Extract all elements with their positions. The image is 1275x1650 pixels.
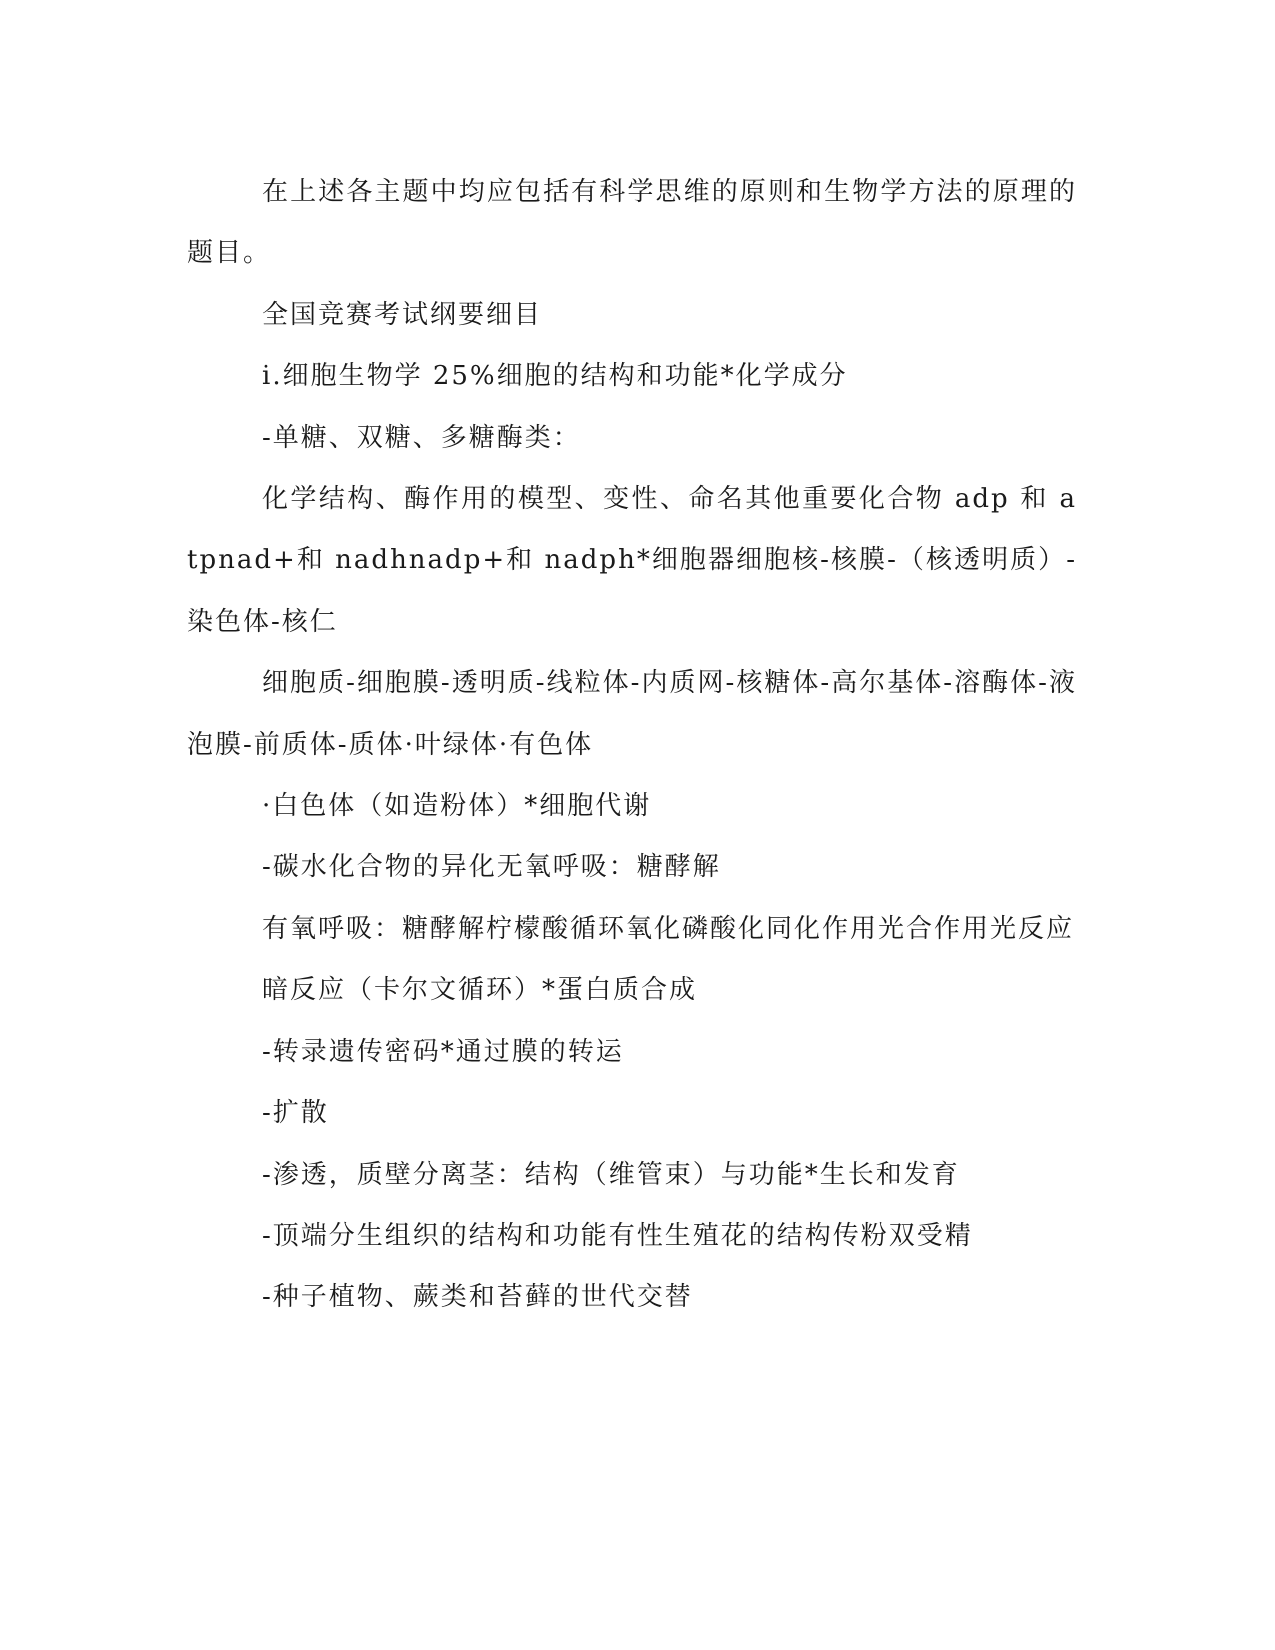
paragraph-alternation: -种子植物、蕨类和苔藓的世代交替 [262, 1282, 693, 1313]
paragraph-intro: 在上述各主题中均应包括有科学思维的原则和生物学方法的原理的题目。 [187, 177, 1077, 269]
paragraph-diffusion: -扩散 [262, 1098, 329, 1129]
paragraph-enzymes-organelles: 化学结构、酶作用的模型、变性、命名其他重要化合物 adp 和 atpnad+和 nadhnadp+和 nadph*细胞器细胞核-核膜-（核透明质）-染色体-核仁 [187, 484, 1077, 637]
paragraph-leucoplast: ·白色体（如造粉体）*细胞代谢 [262, 791, 652, 822]
paragraph-osmosis: -渗透，质壁分离茎：结构（维管束）与功能*生长和发育 [262, 1159, 960, 1190]
paragraph-transcription: -转录遗传密码*通过膜的转运 [262, 1036, 624, 1067]
paragraph-heading: 全国竞赛考试纲要细目 [262, 299, 543, 330]
paragraph-dark-reaction: 暗反应（卡尔文循环）*蛋白质合成 [262, 975, 698, 1006]
paragraph-cytoplasm: 细胞质-细胞膜-透明质-线粒体-内质网-核糖体-高尔基体-溶酶体-液泡膜-前质体-质体·叶绿体·有色体 [187, 668, 1077, 760]
paragraph-aerobic: 有氧呼吸：糖酵解柠檬酸循环氧化磷酸化同化作用光合作用光反应 [262, 913, 1075, 944]
paragraph-sugars: -单糖、双糖、多糖酶类： [262, 422, 581, 453]
paragraph-glycolysis: -碳水化合物的异化无氧呼吸：糖酵解 [262, 852, 721, 883]
document-body [187, 162, 1077, 1329]
paragraph-cell-biology: ⅰ.细胞生物学 25%细胞的结构和功能*化学成分 [262, 361, 848, 392]
paragraph-meristem: -顶端分生组织的结构和功能有性生殖花的结构传粉双受精 [262, 1220, 973, 1251]
